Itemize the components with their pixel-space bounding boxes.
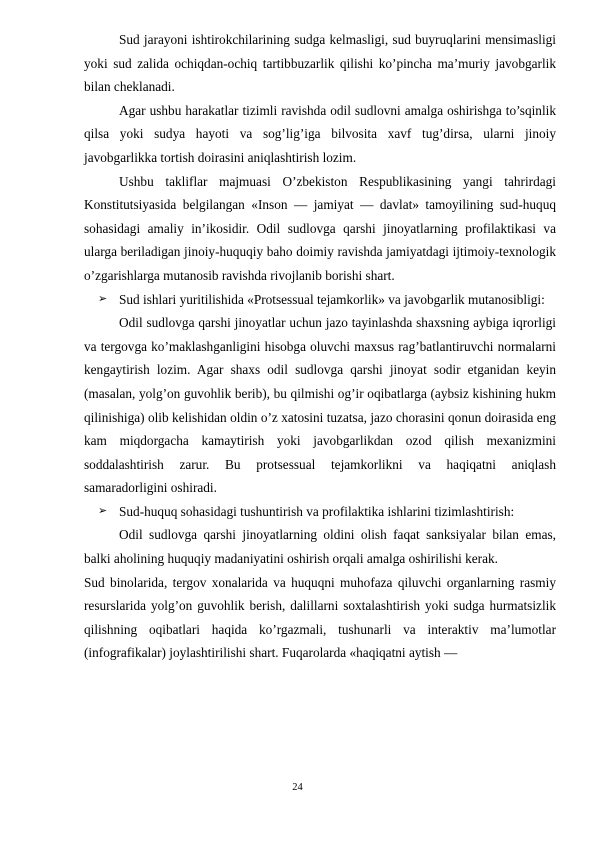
- document-body: [84, 28, 556, 665]
- paragraph-6: Sud binolarida, tergov xonalarida va huquqni muhofaza qiluvchi organlarning rasmiy resurslarida yolg’on guvohlik berish, dalillarni soxtalashtirish yoki sudga hurmatsizlik qilishning oqibatlari haqida ko’rgazmali, tushunarli va interaktiv ma’lumotlar (infografikalar) joylashtirilishi shart. Fuqarolarda «haqiqatni aytish —: [84, 574, 556, 661]
- bullet-item-2-text: Sud-huquq sohasidagi tushuntirish va profilaktika ishlarini tizimlashtirish:: [119, 503, 515, 519]
- paragraph-1: Sud jarayoni ishtirokchilarining sudga kelmasligi, sud buyruqlarini mensimasligi yoki sud zalida ochiqdan-ochiq tartibbuzarlik qilishi ko’pincha ma’muriy javobgarlik bilan cheklanadi.: [84, 32, 556, 95]
- bullet-item-1: [84, 288, 556, 312]
- paragraph-3: Ushbu takliflar majmuasi O’zbekiston Respublikasining yangi tahrirdagi Konstitutsiyasida belgilangan «Inson — jamiyat — davlat» tamoyilining sud-huquq sohasidagi amaliy in’ikosidir. Odil sudlovga qarshi jinoyatlarning profilaktikasi va ularga beriladigan jinoiy-huquqiy baho doimiy ravishda jamiyatdagi ijtimoiy-texnologik o’zgarishlarga mutanosib ravishda rivojlanib borishi shart.: [84, 173, 556, 283]
- arrow-bullet-icon: ➢: [98, 292, 108, 305]
- paragraph-5: Odil sudlovga qarshi jinoyatlarning oldini olish faqat sanksiyalar bilan emas, balki aholining huquqiy madaniyatini oshirish orqali amalga oshirilishi kerak.: [84, 527, 556, 567]
- arrow-bullet-icon: ➢: [98, 504, 108, 517]
- page-number: 24: [292, 782, 303, 793]
- bullet-item-1-text: Sud ishlari yuritilishida «Protsessual tejamkorlik» va javobgarlik mutanosibligi:: [119, 291, 545, 307]
- paragraph-4: Odil sudlovga qarshi jinoyatlar uchun jazo tayinlashda shaxsning aybiga iqrorligi va tergovga ko’maklashganligini hisobga oluvchi maxsus rag’batlantiruvchi normalarni kengaytirish lozim. Agar shaxs odil sudlovga qarshi jinoyat sodir etganidan keyin (masalan, yolg’on guvohlik berib), bu qilmishi og’ir oqibatlarga (aybsiz kishining hukm qilinishiga) olib kelishidan oldin o’z xatosini tuzatsa, jazo chorasini qonun doirasida eng kam miqdorgacha kamaytirish yoki javobgarlikdan ozod qilish mexanizmini soddalashtirish zarur. Bu protsessual tejamkorlikni va haqiqatni aniqlash samaradorligini oshiradi.: [84, 315, 556, 496]
- paragraph-2: Agar ushbu harakatlar tizimli ravishda odil sudlovni amalga oshirishga to’sqinlik qilsa yoki sudya hayoti va sog’lig’iga bilvosita xavf tug’dirsa, ularni jinoiy javobgarlikka tortish doirasini aniqlashtirish lozim.: [84, 102, 556, 165]
- bullet-item-2: [84, 500, 556, 524]
